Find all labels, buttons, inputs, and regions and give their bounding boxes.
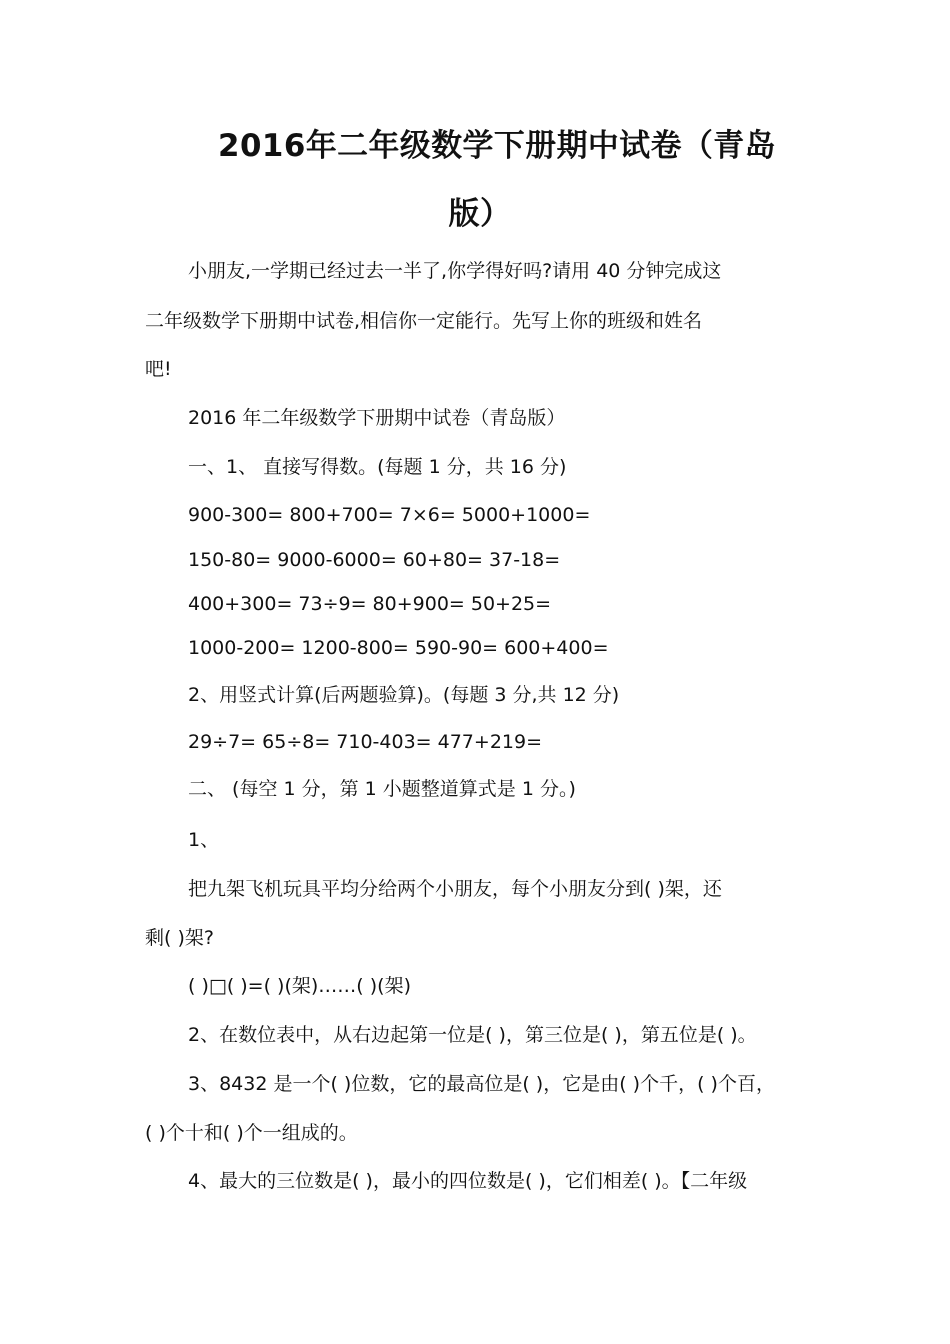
intro-line-3: 吧!	[145, 358, 172, 380]
section2-q1-line-1: 把九架飞机玩具平均分给两个小朋友，每个小朋友分到( )架，还	[188, 878, 722, 900]
subtitle: 2016 年二年级数学下册期中试卷（青岛版）	[188, 407, 566, 429]
document-title-line-1: 2016年二年级数学下册期中试卷（青岛	[218, 128, 776, 164]
section2-q3-line-2: ( )个十和( )个一组成的。	[145, 1122, 358, 1144]
document-title-line-2: 版）	[448, 196, 512, 232]
calc-row-3: 400+300= 73÷9= 80+900= 50+25=	[188, 593, 552, 615]
intro-line-1: 小朋友,一学期已经过去一半了,你学得好吗?请用 40 分钟完成这	[188, 260, 722, 282]
section2-q3-line-1: 3、8432 是一个( )位数，它的最高位是( )，它是由( )个千，( )个百，	[188, 1073, 775, 1095]
section2-q1-formula: ( )□( )=( )(架)……( )(架)	[188, 975, 411, 997]
section1-q2-row: 29÷7= 65÷8= 710-403= 477+219=	[188, 731, 543, 753]
section2-q1-label: 1、	[188, 829, 220, 851]
section2-q2: 2、在数位表中，从右边起第一位是( )，第三位是( )，第五位是( )。	[188, 1024, 757, 1046]
section1-heading: 一、1、 直接写得数。(每题 1 分，共 16 分)	[188, 456, 567, 478]
section2-q1-line-2: 剩( )架?	[145, 927, 214, 949]
calc-row-1: 900-300= 800+700= 7×6= 5000+1000=	[188, 504, 591, 526]
intro-line-2: 二年级数学下册期中试卷,相信你一定能行。先写上你的班级和姓名	[145, 310, 703, 332]
calc-row-2: 150-80= 9000-6000= 60+80= 37-18=	[188, 549, 561, 571]
section2-heading: 二、 (每空 1 分，第 1 小题整道算式是 1 分。)	[188, 778, 576, 800]
section2-q4: 4、最大的三位数是( )，最小的四位数是( )，它们相差( )。【二年级	[188, 1170, 748, 1192]
calc-row-4: 1000-200= 1200-800= 590-90= 600+400=	[188, 637, 609, 659]
section1-q2-heading: 2、用竖式计算(后两题验算)。(每题 3 分,共 12 分)	[188, 684, 620, 706]
